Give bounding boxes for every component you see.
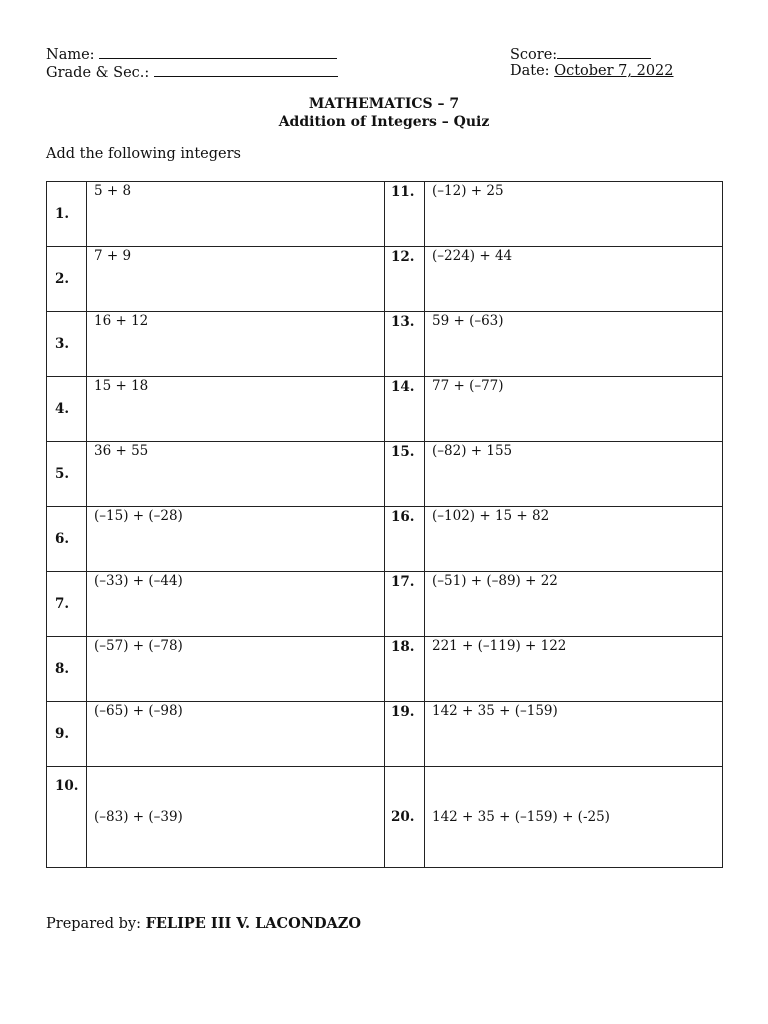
- item-number: 20.: [385, 767, 425, 868]
- name-field[interactable]: [99, 44, 337, 59]
- item-number: 15.: [385, 442, 425, 507]
- item-number: 13.: [385, 312, 425, 377]
- date-value: October 7, 2022: [554, 63, 674, 79]
- item-number: 11.: [385, 182, 425, 247]
- grade-field[interactable]: [154, 62, 338, 77]
- table-row: [47, 377, 723, 442]
- item-number: 9.: [47, 702, 87, 767]
- item-number: 8.: [47, 637, 87, 702]
- quiz-title: Addition of Integers – Quiz: [278, 114, 490, 130]
- item-expression: 16 + 12: [87, 312, 385, 377]
- score-row: [510, 44, 651, 64]
- table-row: [47, 312, 723, 377]
- item-number: 19.: [385, 702, 425, 767]
- item-expression: (–33) + (–44): [87, 572, 385, 637]
- item-number: 10.: [47, 767, 87, 868]
- date-row: [510, 62, 674, 80]
- score-field[interactable]: [557, 44, 651, 59]
- grade-row: [46, 62, 338, 82]
- name-label: Name:: [46, 47, 95, 63]
- name-row: [46, 44, 337, 64]
- item-expression: 77 + (–77): [425, 377, 723, 442]
- item-expression: (–12) + 25: [425, 182, 723, 247]
- item-expression: 15 + 18: [87, 377, 385, 442]
- item-expression: (–224) + 44: [425, 247, 723, 312]
- item-number: 7.: [47, 572, 87, 637]
- item-number: 3.: [47, 312, 87, 377]
- item-expression: (–15) + (–28): [87, 507, 385, 572]
- grade-label: Grade & Sec.:: [46, 65, 150, 81]
- table-row: [47, 507, 723, 572]
- item-expression: 7 + 9: [87, 247, 385, 312]
- table-row: [47, 247, 723, 312]
- item-expression: 142 + 35 + (–159) + (-25): [425, 767, 723, 868]
- table-row: [47, 637, 723, 702]
- item-expression: (–82) + 155: [425, 442, 723, 507]
- table-row: [47, 182, 723, 247]
- item-number: 18.: [385, 637, 425, 702]
- item-expression: (–65) + (–98): [87, 702, 385, 767]
- item-expression: (–83) + (–39): [87, 767, 385, 868]
- table-row: [47, 767, 723, 868]
- item-expression: (–102) + 15 + 82: [425, 507, 723, 572]
- item-expression: 59 + (–63): [425, 312, 723, 377]
- item-number: 17.: [385, 572, 425, 637]
- table-row: [47, 572, 723, 637]
- item-number: 16.: [385, 507, 425, 572]
- item-number: 2.: [47, 247, 87, 312]
- prepared-label: Prepared by:: [46, 916, 141, 932]
- item-number: 6.: [47, 507, 87, 572]
- item-number: 1.: [47, 182, 87, 247]
- item-expression: 221 + (–119) + 122: [425, 637, 723, 702]
- prepared-by: [46, 915, 361, 932]
- item-expression: 36 + 55: [87, 442, 385, 507]
- subject-title: MATHEMATICS – 7: [308, 96, 460, 112]
- item-expression: (–57) + (–78): [87, 637, 385, 702]
- item-number: 4.: [47, 377, 87, 442]
- item-expression: (–51) + (–89) + 22: [425, 572, 723, 637]
- item-number: 14.: [385, 377, 425, 442]
- instructions: Add the following integers: [46, 146, 241, 162]
- table-row: [47, 702, 723, 767]
- item-number: 5.: [47, 442, 87, 507]
- author-name: FELIPE III V. LACONDAZO: [145, 915, 362, 932]
- item-expression: 142 + 35 + (–159): [425, 702, 723, 767]
- item-expression: 5 + 8: [87, 182, 385, 247]
- item-number: 12.: [385, 247, 425, 312]
- quiz-table: [46, 181, 723, 868]
- score-label: Score:: [510, 47, 558, 63]
- table-row: [47, 442, 723, 507]
- date-label: Date:: [510, 63, 550, 79]
